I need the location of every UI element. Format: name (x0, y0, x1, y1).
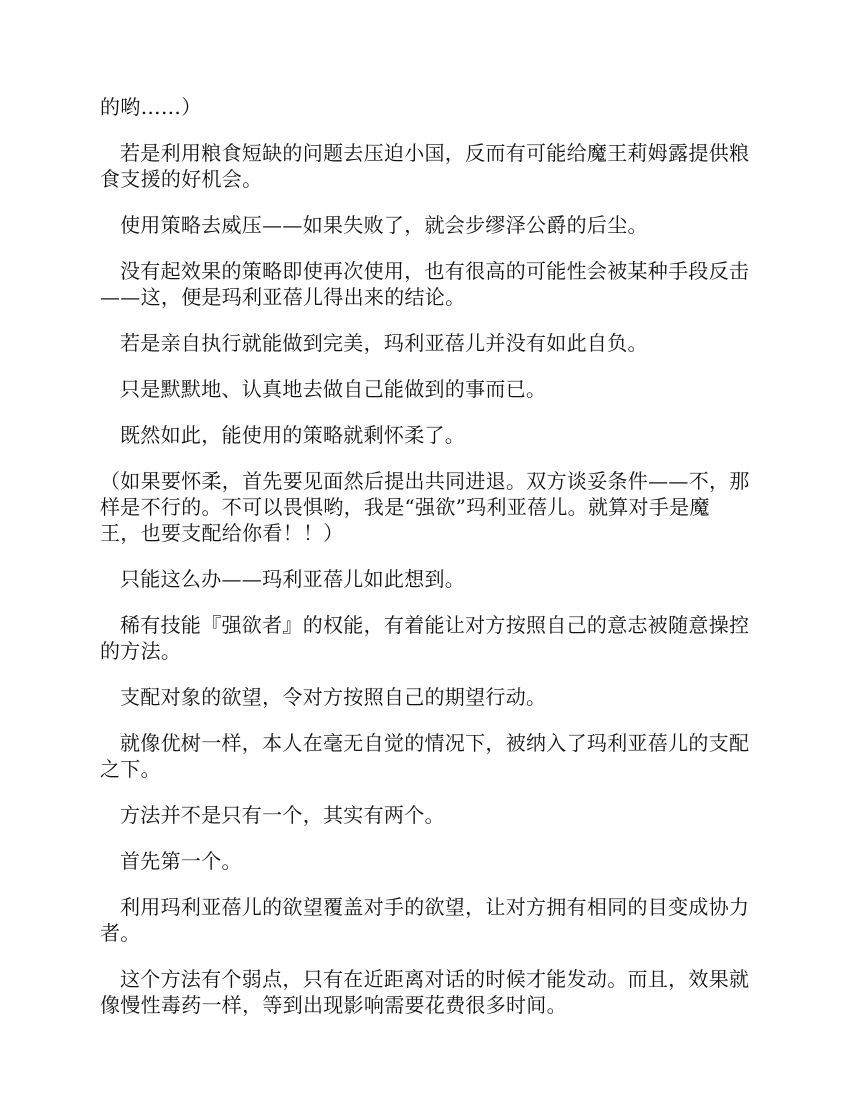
paragraph: 首先第一个。 (120, 849, 242, 873)
paragraph: 的哟……） (100, 95, 202, 119)
paragraph: 就像优树一样，本人在毫无自觉的情况下，被纳入了玛利亚蓓儿的支配之下。 (100, 731, 750, 781)
paragraph: 只能这么办——玛利亚蓓儿如此想到。 (120, 567, 466, 591)
paragraph: 支配对象的欲望，令对方按照自己的期望行动。 (120, 685, 547, 709)
document-page (100, 94, 750, 1038)
paragraph: 这个方法有个弱点，只有在近距离对话的时候才能发动。而且，效果就像慢性毒药一样，等到出现影响需要花费很多时间。 (100, 967, 750, 1017)
paragraph: 若是利用粮食短缺的问题去压迫小国，反而有可能给魔王莉姆露提供粮食支援的好机会。 (100, 141, 750, 191)
paragraph: 使用策略去威压——如果失败了，就会步缪泽公爵的后尘。 (120, 213, 648, 237)
paragraph: 稀有技能『强欲者』的权能，有着能让对方按照自己的意志被随意操控的方法。 (100, 613, 750, 663)
paragraph: 方法并不是只有一个，其实有两个。 (120, 803, 445, 827)
paragraph: 若是亲自执行就能做到完美，玛利亚蓓儿并没有如此自负。 (120, 331, 648, 355)
paragraph: 利用玛利亚蓓儿的欲望覆盖对手的欲望，让对方拥有相同的目变成协力者。 (100, 895, 750, 945)
paragraph: 只是默默地、认真地去做自己能做到的事而已。 (120, 377, 547, 401)
paragraph: 没有起效果的策略即使再次使用，也有很高的可能性会被某种手段反击——这，便是玛利亚蓓儿得出来的结论。 (100, 259, 750, 309)
paragraph: （如果要怀柔，首先要见面然后提出共同进退。双方谈妥条件——不，那样是不行的。不可以畏惧哟，我是“强欲”玛利亚蓓儿。就算对手是魔王，也要支配给你看！！） (100, 469, 750, 545)
paragraph: 既然如此，能使用的策略就剩怀柔了。 (120, 423, 466, 447)
